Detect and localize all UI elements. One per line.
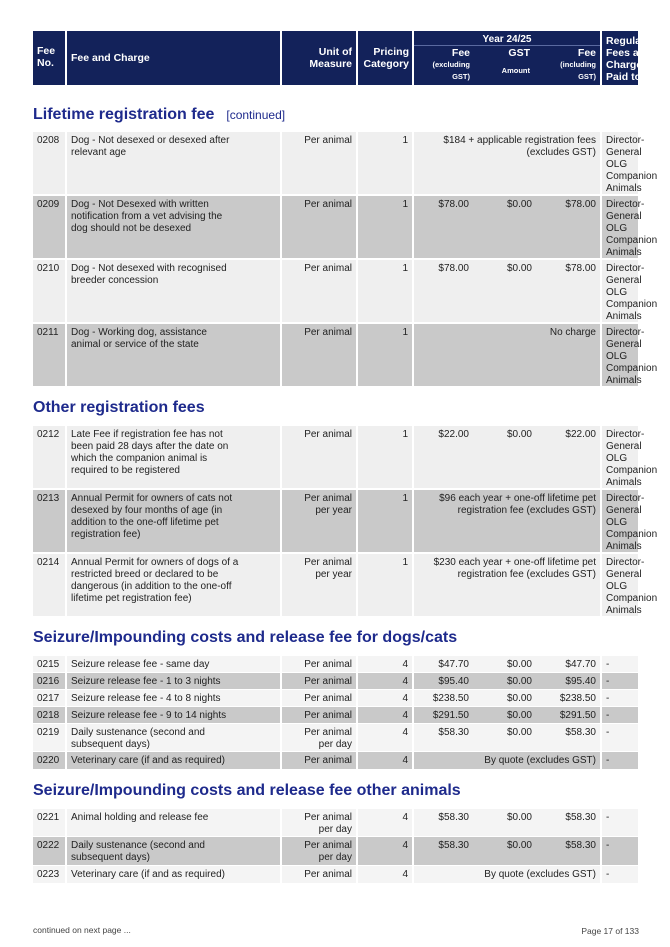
fee-excluding-gst: $58.30 bbox=[438, 727, 469, 738]
fee-number-cell: 0215 bbox=[33, 656, 65, 672]
fee-note bbox=[418, 327, 596, 339]
header-regulatory-2: Fees and bbox=[606, 47, 652, 59]
gst-amount: $0.00 bbox=[506, 676, 532, 687]
gst-amount: $0.00 bbox=[506, 693, 532, 704]
unit-of-measure-line: Per animal bbox=[304, 727, 352, 738]
header-fee-excl-1: Fee bbox=[451, 47, 470, 59]
paid-to-line: Companion bbox=[606, 299, 658, 310]
header-gst-2: Amount bbox=[501, 66, 530, 75]
fee-description-line: breeder concession bbox=[71, 275, 159, 286]
unit-of-measure-line: Per animal bbox=[304, 429, 352, 440]
gst-amount: $0.00 bbox=[506, 263, 532, 274]
paid-to-cell: - bbox=[602, 866, 638, 883]
unit-of-measure-line: Per animal bbox=[304, 812, 352, 823]
fee-description-cell bbox=[67, 707, 280, 723]
paid-to-cell bbox=[602, 490, 658, 552]
paid-to-line: Companion bbox=[606, 465, 658, 476]
fee-including-gst: $58.30 bbox=[565, 812, 596, 823]
unit-of-measure-line: Per animal bbox=[304, 557, 352, 568]
paid-to-line: OLG bbox=[606, 159, 628, 170]
paid-to-line: Animals bbox=[606, 375, 642, 386]
unit-of-measure-line: Per animal bbox=[304, 493, 352, 504]
table-row bbox=[33, 724, 638, 751]
fee-amount-cell bbox=[414, 866, 600, 883]
fee-description-cell bbox=[67, 196, 280, 258]
fee-excluding-gst: $291.50 bbox=[432, 710, 469, 721]
unit-of-measure-line: per day bbox=[318, 852, 352, 863]
pricing-category-cell: 4 bbox=[358, 724, 412, 751]
paid-to-line: Director- bbox=[606, 135, 645, 146]
fee-excluding-gst: $238.50 bbox=[432, 693, 469, 704]
paid-to-line: Companion bbox=[606, 363, 658, 374]
table-row bbox=[33, 260, 658, 322]
fee-number-cell: 0223 bbox=[33, 866, 65, 883]
fee-including-gst: $78.00 bbox=[565, 199, 596, 210]
paid-to-line: Director- bbox=[606, 493, 645, 504]
paid-to-line: General bbox=[606, 505, 642, 516]
footer-continued: continued on next page ... bbox=[33, 925, 131, 935]
header-regulatory-1: Regulatory bbox=[606, 35, 661, 47]
paid-to-line: Director- bbox=[606, 429, 645, 440]
footer-page-number: Page 17 of 133 bbox=[581, 926, 639, 936]
fee-amount-cell bbox=[414, 707, 600, 723]
unit-of-measure-line: Per animal bbox=[304, 755, 352, 766]
fee-note-line: (excludes GST) bbox=[526, 147, 596, 158]
pricing-category-cell: 4 bbox=[358, 837, 412, 865]
unit-of-measure-cell bbox=[282, 260, 356, 322]
pricing-category-cell: 1 bbox=[358, 554, 412, 616]
table-header-fee-no bbox=[33, 31, 65, 85]
fee-description-cell bbox=[67, 656, 280, 672]
table-row bbox=[33, 837, 638, 865]
fee-note bbox=[418, 869, 596, 881]
header-fee-incl-1: Fee bbox=[577, 47, 596, 59]
fee-description-line: required to be registered bbox=[71, 465, 180, 476]
paid-to-cell bbox=[602, 324, 658, 386]
fee-description-line: relevant age bbox=[71, 147, 127, 158]
table-row bbox=[33, 490, 658, 552]
fee-excluding-gst: $78.00 bbox=[438, 199, 469, 210]
unit-of-measure-line: Per animal bbox=[304, 199, 352, 210]
fee-including-gst: $22.00 bbox=[565, 429, 596, 440]
paid-to-line: Animals bbox=[606, 605, 642, 616]
fee-description-cell bbox=[67, 132, 280, 194]
fee-note-line: $230 each year + one-off lifetime pet bbox=[433, 557, 596, 568]
unit-of-measure-line: Per animal bbox=[304, 710, 352, 721]
fee-description-cell bbox=[67, 260, 280, 322]
header-pricing-label-1: Pricing bbox=[373, 46, 409, 58]
paid-to-cell bbox=[602, 260, 658, 322]
unit-of-measure-line: Per animal bbox=[304, 135, 352, 146]
paid-to-line: OLG bbox=[606, 581, 628, 592]
gst-amount: $0.00 bbox=[506, 812, 532, 823]
unit-of-measure-line: Per animal bbox=[304, 263, 352, 274]
pricing-category-cell: 4 bbox=[358, 707, 412, 723]
fee-amount-cell bbox=[414, 426, 600, 488]
section-title-seizure-dogs-cats: Seizure/Impounding costs and release fee for dogs/cats bbox=[33, 629, 458, 646]
table-header-pricing bbox=[358, 31, 412, 85]
unit-of-measure-cell bbox=[282, 752, 356, 769]
fee-amount-cell bbox=[414, 260, 600, 322]
fee-description-line: Seizure release fee - 9 to 14 nights bbox=[71, 710, 227, 721]
fee-note-line: $184 + applicable registration fees bbox=[443, 135, 596, 146]
fee-description-line: registration fee) bbox=[71, 529, 141, 540]
fee-number-cell: 0214 bbox=[33, 554, 65, 616]
paid-to-line: General bbox=[606, 339, 642, 350]
fee-description-line: Seizure release fee - 1 to 3 nights bbox=[71, 676, 221, 687]
fee-excluding-gst: $47.70 bbox=[438, 659, 469, 670]
fee-description-line: lifetime pet registration fee) bbox=[71, 593, 192, 604]
paid-to-line: Animals bbox=[606, 183, 642, 194]
fee-description-line: animal or service of the state bbox=[71, 339, 199, 350]
unit-of-measure-line: Per animal bbox=[304, 869, 352, 880]
fee-description-line: Daily sustenance (second and bbox=[71, 840, 205, 851]
fee-description-line: subsequent days) bbox=[71, 739, 150, 750]
header-fee-and-charge-label: Fee and Charge bbox=[71, 52, 150, 64]
fee-description-line: restricted breed or declared to be bbox=[71, 569, 219, 580]
pricing-category-cell: 4 bbox=[358, 752, 412, 769]
fee-description-line: Daily sustenance (second and bbox=[71, 727, 205, 738]
fee-description-line: Veterinary care (if and as required) bbox=[71, 755, 225, 766]
fee-amount-cell bbox=[414, 490, 600, 552]
fee-description-cell bbox=[67, 724, 280, 751]
gst-amount: $0.00 bbox=[506, 727, 532, 738]
paid-to-line: Animals bbox=[606, 477, 642, 488]
fee-amount-cell bbox=[414, 132, 600, 194]
header-pricing-label-2: Category bbox=[363, 58, 409, 70]
fee-note-line: By quote (excludes GST) bbox=[484, 869, 596, 880]
paid-to-cell: - bbox=[602, 707, 638, 723]
gst-amount: $0.00 bbox=[506, 710, 532, 721]
unit-of-measure-line: Per animal bbox=[304, 693, 352, 704]
fee-number-cell: 0211 bbox=[33, 324, 65, 386]
fee-description-line: Dog - Not desexed with recognised bbox=[71, 263, 227, 274]
header-year-label: Year 24/25 bbox=[482, 34, 532, 45]
paid-to-cell: - bbox=[602, 752, 638, 769]
paid-to-line: Companion bbox=[606, 235, 658, 246]
paid-to-line: General bbox=[606, 147, 642, 158]
paid-to-cell bbox=[602, 554, 658, 616]
fee-description-line: dog should not be desexed bbox=[71, 223, 192, 234]
paid-to-line: Animals bbox=[606, 311, 642, 322]
unit-of-measure-line: Per animal bbox=[304, 659, 352, 670]
header-fee-excl-2: (excluding bbox=[432, 60, 470, 69]
paid-to-line: Director- bbox=[606, 327, 645, 338]
fee-description-line: Dog - Working dog, assistance bbox=[71, 327, 207, 338]
fee-amount-cell bbox=[414, 690, 600, 706]
fee-number-cell: 0213 bbox=[33, 490, 65, 552]
header-year-divider bbox=[414, 45, 600, 46]
fee-number-cell: 0210 bbox=[33, 260, 65, 322]
fee-including-gst: $58.30 bbox=[565, 840, 596, 851]
gst-amount: $0.00 bbox=[506, 429, 532, 440]
pricing-category-cell: 1 bbox=[358, 490, 412, 552]
unit-of-measure-cell bbox=[282, 656, 356, 672]
fee-description-cell bbox=[67, 673, 280, 689]
fee-note bbox=[418, 557, 596, 581]
fee-description-line: Seizure release fee - same day bbox=[71, 659, 210, 670]
fee-including-gst: $47.70 bbox=[565, 659, 596, 670]
unit-of-measure-cell bbox=[282, 196, 356, 258]
paid-to-cell bbox=[602, 132, 658, 194]
fee-number-cell: 0212 bbox=[33, 426, 65, 488]
fee-amount-cell bbox=[414, 554, 600, 616]
fee-amount-cell bbox=[414, 837, 600, 865]
pricing-category-cell: 4 bbox=[358, 690, 412, 706]
unit-of-measure-cell bbox=[282, 554, 356, 616]
table-header-unit bbox=[282, 31, 356, 85]
unit-of-measure-cell bbox=[282, 324, 356, 386]
fee-number-cell: 0220 bbox=[33, 752, 65, 769]
paid-to-line: OLG bbox=[606, 223, 628, 234]
table-header-regulatory bbox=[602, 31, 661, 85]
fee-amount-cell bbox=[414, 673, 600, 689]
fee-note-line: registration fee (excludes GST) bbox=[457, 505, 596, 516]
fee-description-line: addition to the one-off lifetime pet bbox=[71, 517, 219, 528]
fee-including-gst: $291.50 bbox=[559, 710, 596, 721]
unit-of-measure-line: per year bbox=[315, 569, 352, 580]
paid-to-line: Companion bbox=[606, 171, 658, 182]
fee-number-cell: 0216 bbox=[33, 673, 65, 689]
fee-excluding-gst: $58.30 bbox=[438, 812, 469, 823]
unit-of-measure-cell bbox=[282, 707, 356, 723]
fee-description-line: Dog - Not Desexed with written bbox=[71, 199, 209, 210]
fee-amount-cell bbox=[414, 324, 600, 386]
fee-description-cell bbox=[67, 324, 280, 386]
table-row bbox=[33, 707, 638, 723]
header-fee-label: Fee bbox=[37, 45, 56, 57]
paid-to-cell: - bbox=[602, 809, 638, 836]
section-continued-note: [continued] bbox=[226, 108, 286, 122]
fee-number-cell: 0222 bbox=[33, 837, 65, 865]
fee-note-line: By quote (excludes GST) bbox=[484, 755, 596, 766]
section-title-lifetime-text: Lifetime registration fee bbox=[33, 106, 215, 123]
table-row bbox=[33, 690, 638, 706]
table-header-fee-and-charge bbox=[67, 31, 280, 85]
fee-including-gst: $78.00 bbox=[565, 263, 596, 274]
unit-of-measure-line: per day bbox=[318, 824, 352, 835]
paid-to-cell: - bbox=[602, 673, 638, 689]
paid-to-line: General bbox=[606, 275, 642, 286]
header-fee-excl-3: GST) bbox=[452, 72, 470, 81]
header-unit-label-1: Unit of bbox=[318, 46, 352, 58]
fee-amount-cell bbox=[414, 196, 600, 258]
fee-amount-cell bbox=[414, 656, 600, 672]
fee-description-line: which the companion animal is bbox=[71, 453, 208, 464]
paid-to-line: OLG bbox=[606, 453, 628, 464]
fee-description-line: dangerous (in addition to the one-off bbox=[71, 581, 232, 592]
paid-to-cell: - bbox=[602, 837, 638, 865]
paid-to-cell: - bbox=[602, 724, 638, 751]
header-unit-label-2: Measure bbox=[309, 58, 352, 70]
unit-of-measure-cell bbox=[282, 673, 356, 689]
fee-note bbox=[418, 755, 596, 767]
gst-amount: $0.00 bbox=[506, 199, 532, 210]
pricing-category-cell: 4 bbox=[358, 656, 412, 672]
fee-description-line: Animal holding and release fee bbox=[71, 812, 209, 823]
pricing-category-cell: 4 bbox=[358, 866, 412, 883]
unit-of-measure-line: Per animal bbox=[304, 676, 352, 687]
fee-description-line: subsequent days) bbox=[71, 852, 150, 863]
table-row bbox=[33, 656, 638, 672]
fee-number-cell: 0217 bbox=[33, 690, 65, 706]
table-row bbox=[33, 866, 638, 883]
fee-note bbox=[418, 493, 596, 517]
fee-number-cell: 0218 bbox=[33, 707, 65, 723]
header-no-label: No. bbox=[37, 57, 54, 69]
unit-of-measure-line: Per animal bbox=[304, 327, 352, 338]
fee-description-cell bbox=[67, 866, 280, 883]
paid-to-line: Animals bbox=[606, 247, 642, 258]
fee-note-line: $96 each year + one-off lifetime pet bbox=[439, 493, 596, 504]
paid-to-line: Director- bbox=[606, 557, 645, 568]
paid-to-cell bbox=[602, 196, 658, 258]
fee-description-line: Dog - Not desexed or desexed after bbox=[71, 135, 230, 146]
fee-excluding-gst: $22.00 bbox=[438, 429, 469, 440]
fee-description-cell bbox=[67, 426, 280, 488]
fee-excluding-gst: $78.00 bbox=[438, 263, 469, 274]
fee-note-line: registration fee (excludes GST) bbox=[457, 569, 596, 580]
paid-to-line: OLG bbox=[606, 351, 628, 362]
fee-description-line: Annual Permit for owners of dogs of a bbox=[71, 557, 239, 568]
paid-to-cell: - bbox=[602, 690, 638, 706]
unit-of-measure-line: Per animal bbox=[304, 840, 352, 851]
fee-amount-cell bbox=[414, 809, 600, 836]
fee-excluding-gst: $58.30 bbox=[438, 840, 469, 851]
fee-number-cell: 0209 bbox=[33, 196, 65, 258]
fee-description-cell bbox=[67, 690, 280, 706]
fee-amount-cell bbox=[414, 752, 600, 769]
pricing-category-cell: 1 bbox=[358, 324, 412, 386]
fee-note bbox=[418, 135, 596, 159]
fee-description-cell bbox=[67, 809, 280, 836]
pricing-category-cell: 1 bbox=[358, 196, 412, 258]
paid-to-line: OLG bbox=[606, 287, 628, 298]
unit-of-measure-cell bbox=[282, 490, 356, 552]
paid-to-line: Director- bbox=[606, 199, 645, 210]
header-gst-1: GST bbox=[508, 47, 530, 59]
fee-description-cell bbox=[67, 490, 280, 552]
fee-description-cell bbox=[67, 837, 280, 865]
fee-description-cell bbox=[67, 554, 280, 616]
header-fee-incl-3: GST) bbox=[578, 72, 596, 81]
unit-of-measure-cell bbox=[282, 837, 356, 865]
paid-to-line: General bbox=[606, 569, 642, 580]
section-title-seizure-other: Seizure/Impounding costs and release fee other animals bbox=[33, 782, 461, 799]
paid-to-line: General bbox=[606, 211, 642, 222]
unit-of-measure-cell bbox=[282, 809, 356, 836]
fee-excluding-gst: $95.40 bbox=[438, 676, 469, 687]
pricing-category-cell: 1 bbox=[358, 426, 412, 488]
paid-to-line: Director- bbox=[606, 263, 645, 274]
header-regulatory-4: Paid to bbox=[606, 71, 642, 83]
section-title-lifetime bbox=[33, 106, 285, 124]
fee-amount-cell bbox=[414, 724, 600, 751]
fee-description-line: notification from a vet advising the bbox=[71, 211, 223, 222]
unit-of-measure-line: per day bbox=[318, 739, 352, 750]
table-row bbox=[33, 673, 638, 689]
pricing-category-cell: 4 bbox=[358, 809, 412, 836]
gst-amount: $0.00 bbox=[506, 840, 532, 851]
fee-note-line: No charge bbox=[549, 327, 596, 338]
fee-description-line: Veterinary care (if and as required) bbox=[71, 869, 225, 880]
fee-number-cell: 0221 bbox=[33, 809, 65, 836]
fee-number-cell: 0208 bbox=[33, 132, 65, 194]
pricing-category-cell: 4 bbox=[358, 673, 412, 689]
table-row bbox=[33, 426, 658, 488]
pricing-category-cell: 1 bbox=[358, 260, 412, 322]
paid-to-line: Animals bbox=[606, 541, 642, 552]
header-fee-incl-2: (including bbox=[560, 60, 596, 69]
fee-description-line: Seizure release fee - 4 to 8 nights bbox=[71, 693, 221, 704]
table-row bbox=[33, 809, 638, 836]
pricing-category-cell: 1 bbox=[358, 132, 412, 194]
paid-to-cell bbox=[602, 426, 658, 488]
fee-description-line: been paid 28 days after the date on bbox=[71, 441, 229, 452]
paid-to-line: Companion bbox=[606, 593, 658, 604]
table-row bbox=[33, 752, 638, 769]
gst-amount: $0.00 bbox=[506, 659, 532, 670]
table-row bbox=[33, 132, 658, 194]
paid-to-line: General bbox=[606, 441, 642, 452]
paid-to-line: OLG bbox=[606, 517, 628, 528]
unit-of-measure-cell bbox=[282, 866, 356, 883]
fee-description-line: Annual Permit for owners of cats not bbox=[71, 493, 233, 504]
table-header-year bbox=[414, 31, 600, 85]
fee-number-cell: 0219 bbox=[33, 724, 65, 751]
table-row bbox=[33, 324, 658, 386]
unit-of-measure-cell bbox=[282, 690, 356, 706]
unit-of-measure-cell bbox=[282, 724, 356, 751]
fee-including-gst: $58.30 bbox=[565, 727, 596, 738]
unit-of-measure-cell bbox=[282, 132, 356, 194]
unit-of-measure-cell bbox=[282, 426, 356, 488]
fee-description-cell bbox=[67, 752, 280, 769]
fee-including-gst: $95.40 bbox=[565, 676, 596, 687]
fee-including-gst: $238.50 bbox=[559, 693, 596, 704]
paid-to-line: Companion bbox=[606, 529, 658, 540]
section-title-other: Other registration fees bbox=[33, 399, 205, 416]
fee-description-line: Late Fee if registration fee has not bbox=[71, 429, 223, 440]
paid-to-cell: - bbox=[602, 656, 638, 672]
table-row bbox=[33, 196, 658, 258]
table-row bbox=[33, 554, 658, 616]
unit-of-measure-line: per year bbox=[315, 505, 352, 516]
fee-description-line: desexed by four months of age (in bbox=[71, 505, 223, 516]
header-regulatory-3: Charges bbox=[606, 59, 649, 71]
